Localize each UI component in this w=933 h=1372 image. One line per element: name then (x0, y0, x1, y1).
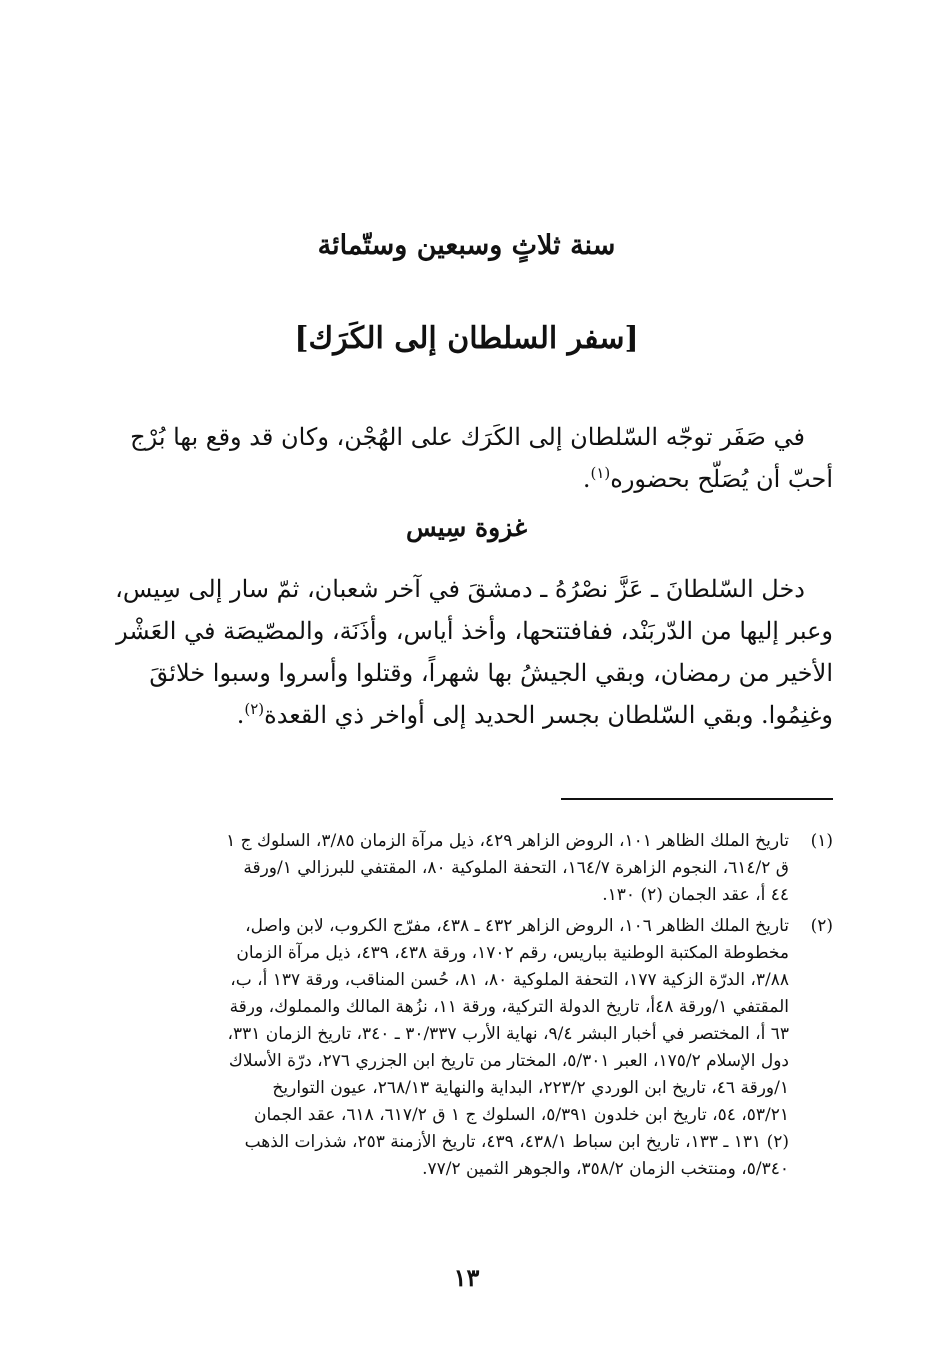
paragraph-end-punctuation: . (582, 465, 591, 493)
page-number: ١٣ (453, 1263, 480, 1292)
paragraph-line: وعبر إليها من الدّربَنْد، ففافتتحها، وأخذ أياس، وأذَنَة، والمصّيصَة في العَشْر (116, 617, 833, 645)
paragraph-line: دخل السّلطانَ ـ عَزَّ نصْرُهُ ـ دمشقَ في آخر شعبان، ثمّ سار إلى سِيس، (115, 575, 805, 603)
footnote-line: ٥/٣٤٠، ومنتخب الزمان ٣٥٨/٢، والجوهر الثمين ٧٧/٢. (422, 1159, 789, 1179)
footnote-line: تاريخ الملك الظاهر ١٠١، الروض الزاهر ٤٢٩، ذيل مرآة الزمان ٣/٨٥، السلوك ج ١ (226, 831, 789, 851)
footnote-line: ١/ورقة ٤٦، تاريخ ابن الوردي ٢٢٣/٢، البداية والنهاية ٢٦٨/١٣، عيون التواريخ (272, 1078, 789, 1098)
paragraph-line: في صَفَر توجّه السّلطان إلى الكَرَك على الهُجْن، وكان قد وقع بها بُرْج (130, 423, 805, 451)
footnote-line: ٤٤ أ، عقد الجمان (٢) ١٣٠. (602, 885, 789, 905)
paragraph-line-text: أحبّ أن يُصَلّح بحضوره (610, 465, 833, 493)
footnote-reference[interactable]: (٢) (244, 700, 265, 718)
footnote-line: تاريخ الملك الظاهر ١٠٦، الروض الزاهر ٤٣٢ ـ ٤٣٨، مفرّج الكروب، لابن واصل، (245, 916, 789, 936)
paragraph-line (98, 694, 833, 736)
footnote-line: المقتفي ١/ورقة ٤٨أ، تاريخ الدولة التركية، ورقة ١١، نزُهة المالك والمملوك، ورقة (229, 997, 789, 1017)
footnote-number: (١) (810, 831, 833, 851)
footnote-line: (٢) ١٣١ ـ ١٣٣، تاريخ ابن سباط ٤٣٨/١، ٤٣٩، تاريخ الأزمنة ٢٥٣، شذرات الذهب (244, 1132, 789, 1152)
section-heading: [سفر السلطان إلى الكَرَك] (294, 321, 639, 356)
footnote-line: ق ٦١٤/٢، النجوم الزاهرة ١٦٤/٧، التحفة الملوكية ٨٠، المقتفي للبرزالي ١/ورقة (243, 858, 789, 878)
paragraph-sis-campaign (98, 568, 833, 736)
footnote-item (98, 913, 833, 1183)
year-heading: سنة ثلاثٍ وسبعين وستّمائة (317, 230, 616, 261)
footnote-line: دول الإسلام ١٧٥/٢، العبر ٥/٣٠١، المختار من تاريخ ابن الجزري ٢٧٦، درّة الأسلاك (228, 1051, 789, 1071)
footnote-reference[interactable]: (١) (590, 464, 611, 482)
footnote-line: ٥٣/٢١، ٥٤، تاريخ ابن خلدون ٥/٣٩١، السلوك ج ١ ق ٦١٧/٢، ٦١٨، عقد الجمان (254, 1105, 789, 1125)
footnote-number: (٢) (810, 916, 833, 936)
paragraph-journey-to-karak (98, 416, 833, 500)
paragraph-line (98, 458, 833, 500)
paragraph-line: الأخير من رمضان، وبقي الجيشُ بها شهراً، وقتلوا وأسروا وسبوا خلائقَ (149, 659, 833, 687)
footnote-line: ٦٣ أ، المختصر في أخبار البشر ٩/٤، نهاية الأرب ٣٠/٣٣٧ ـ ٣٤٠، تاريخ الزمان ٣٣١، (227, 1024, 789, 1044)
paragraph-end-punctuation: . (236, 701, 245, 729)
subsection-heading: غزوة سِيس (405, 513, 528, 542)
footnotes-section (98, 828, 833, 1187)
paragraph-line-text: وغنِمُوا. وبقي السّلطان بجسر الحديد إلى أواخر ذي القعدة (264, 701, 833, 729)
footnote-line: مخطوطة المكتبة الوطنية بباريس، رقم ١٧٠٢، ورقة ٤٣٨، ٤٣٩، ذيل مرآة الزمان (236, 943, 789, 963)
footnote-text (98, 913, 789, 1183)
footnote-item (98, 828, 833, 909)
footnote-divider (561, 798, 833, 800)
footnote-line: ٣/٨٨، الدرّة الزكية ١٧٧، التحفة الملوكية ٨٠، ٨١، حُسن المناقب، ورقة ١٣٧ أ، ب، (230, 970, 789, 990)
footnote-text (98, 828, 789, 909)
